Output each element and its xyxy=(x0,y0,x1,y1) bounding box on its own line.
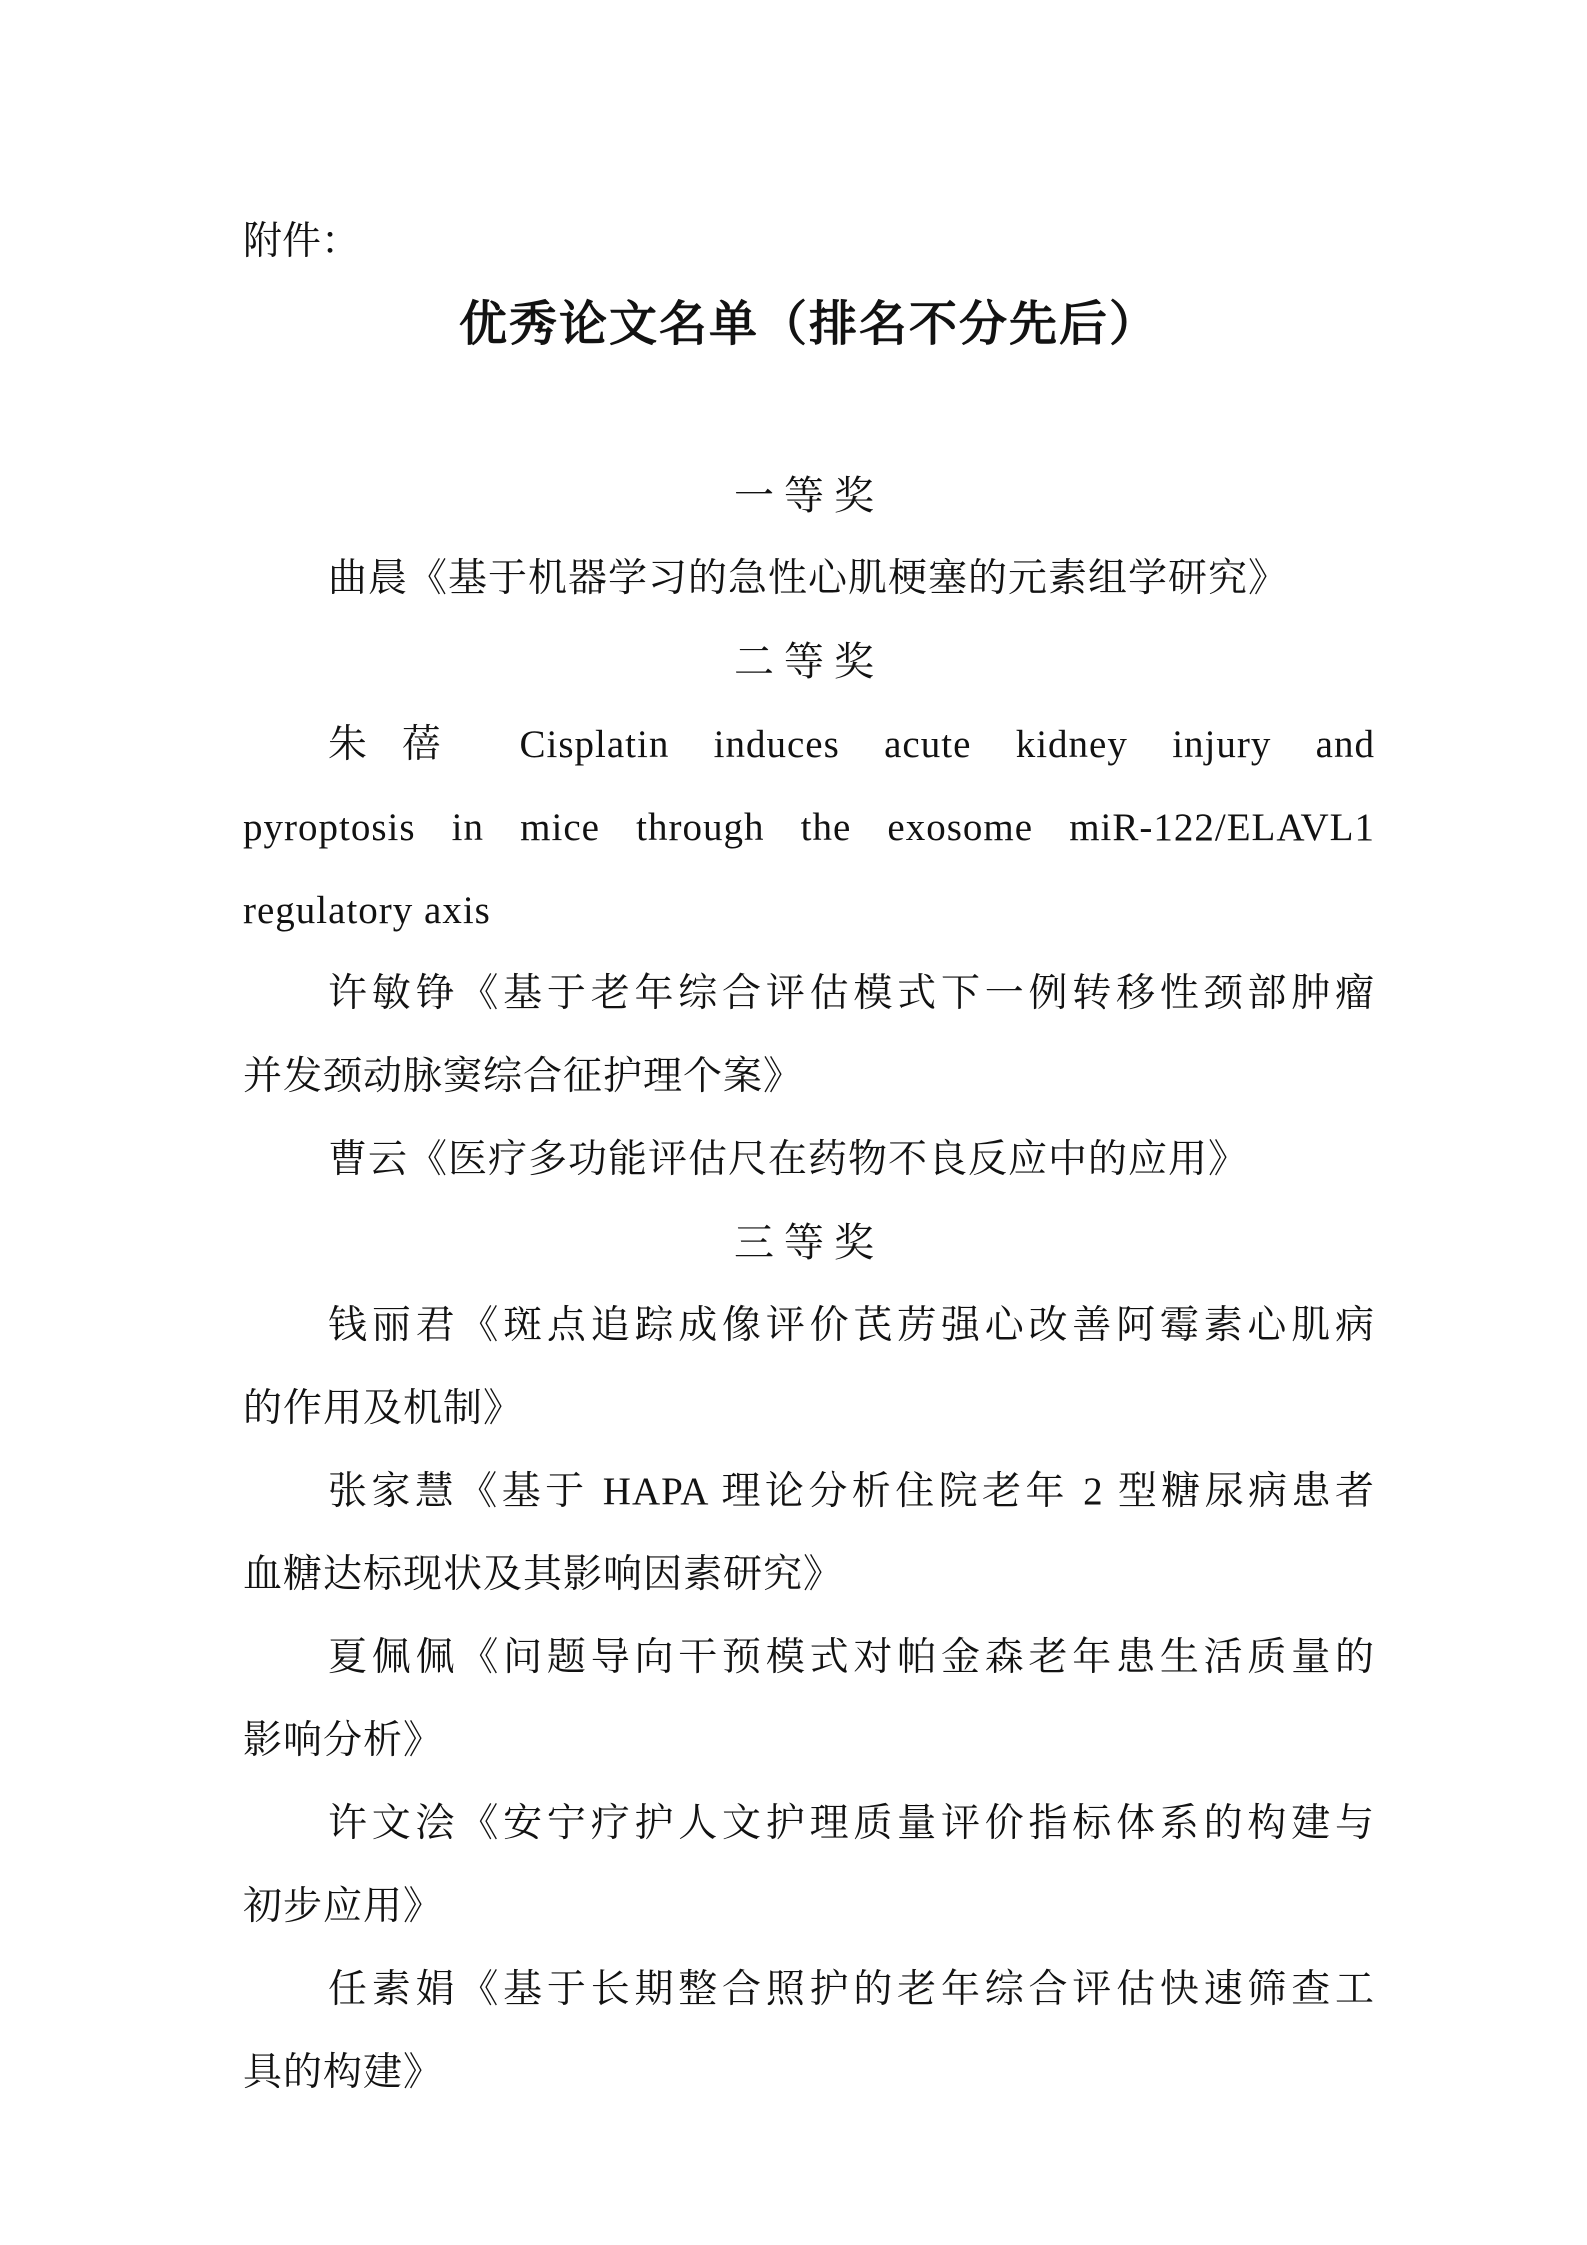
entry-line: 的作用及机制》 xyxy=(243,1387,524,1430)
section-heading-second-prize: 二等奖 xyxy=(734,639,884,684)
award-section-second-prize xyxy=(243,620,1375,1201)
paper-entry xyxy=(243,1616,1375,1782)
paper-entry xyxy=(243,1450,1375,1616)
award-section-first-prize xyxy=(243,454,1375,620)
document-title: 优秀论文名单（排名不分先后） xyxy=(458,298,1159,351)
paper-entry xyxy=(243,1782,1375,1948)
entry-line: 任素娟《基于长期整合照护的老年综合评估快速筛查工 xyxy=(328,1968,1375,2011)
entry-line: 并发颈动脉窦综合征护理个案》 xyxy=(243,1055,804,1098)
paper-entry xyxy=(243,537,1375,620)
entry-line: regulatory axis xyxy=(243,889,491,932)
entry-line: 许文浍《安宁疗护人文护理质量评价指标体系的构建与 xyxy=(328,1802,1375,1845)
entry-line: 血糖达标现状及其影响因素研究》 xyxy=(243,1553,844,1596)
paper-entry xyxy=(243,1118,1375,1201)
paper-entry xyxy=(243,703,1375,952)
entry-line: 曲晨《基于机器学习的急性心肌梗塞的元素组学研究》 xyxy=(328,557,1289,600)
entry-line: pyroptosis in mice through the exosome miR-122/ELAVL1 xyxy=(243,806,1375,849)
attachment-label: 附件： xyxy=(243,220,361,263)
paper-entry xyxy=(243,952,1375,1118)
entry-line: 张家慧《基于 HAPA 理论分析住院老年 2 型糖尿病患者 xyxy=(328,1470,1375,1513)
entry-line: 朱蓓 Cisplatin induces acute kidney injury and xyxy=(328,723,1375,766)
entry-line: 曹云《医疗多功能评估尺在药物不良反应中的应用》 xyxy=(328,1138,1249,1181)
section-heading-third-prize: 三等奖 xyxy=(734,1220,884,1265)
section-heading-first-prize: 一等奖 xyxy=(734,473,884,518)
entry-line: 影响分析》 xyxy=(243,1719,444,1762)
document-content xyxy=(243,200,1375,2114)
entry-line: 具的构建》 xyxy=(243,2051,444,2094)
entry-line: 初步应用》 xyxy=(243,1885,444,1928)
entry-line: 夏佩佩《问题导向干预模式对帕金森老年患生活质量的 xyxy=(328,1636,1375,1679)
paper-entry xyxy=(243,1284,1375,1450)
paper-entry xyxy=(243,1948,1375,2114)
entry-line: 许敏铮《基于老年综合评估模式下一例转移性颈部肿瘤 xyxy=(328,972,1375,1015)
award-section-third-prize xyxy=(243,1201,1375,2114)
entry-line: 钱丽君《斑点追踪成像评价芪苈强心改善阿霉素心肌病 xyxy=(328,1304,1375,1347)
